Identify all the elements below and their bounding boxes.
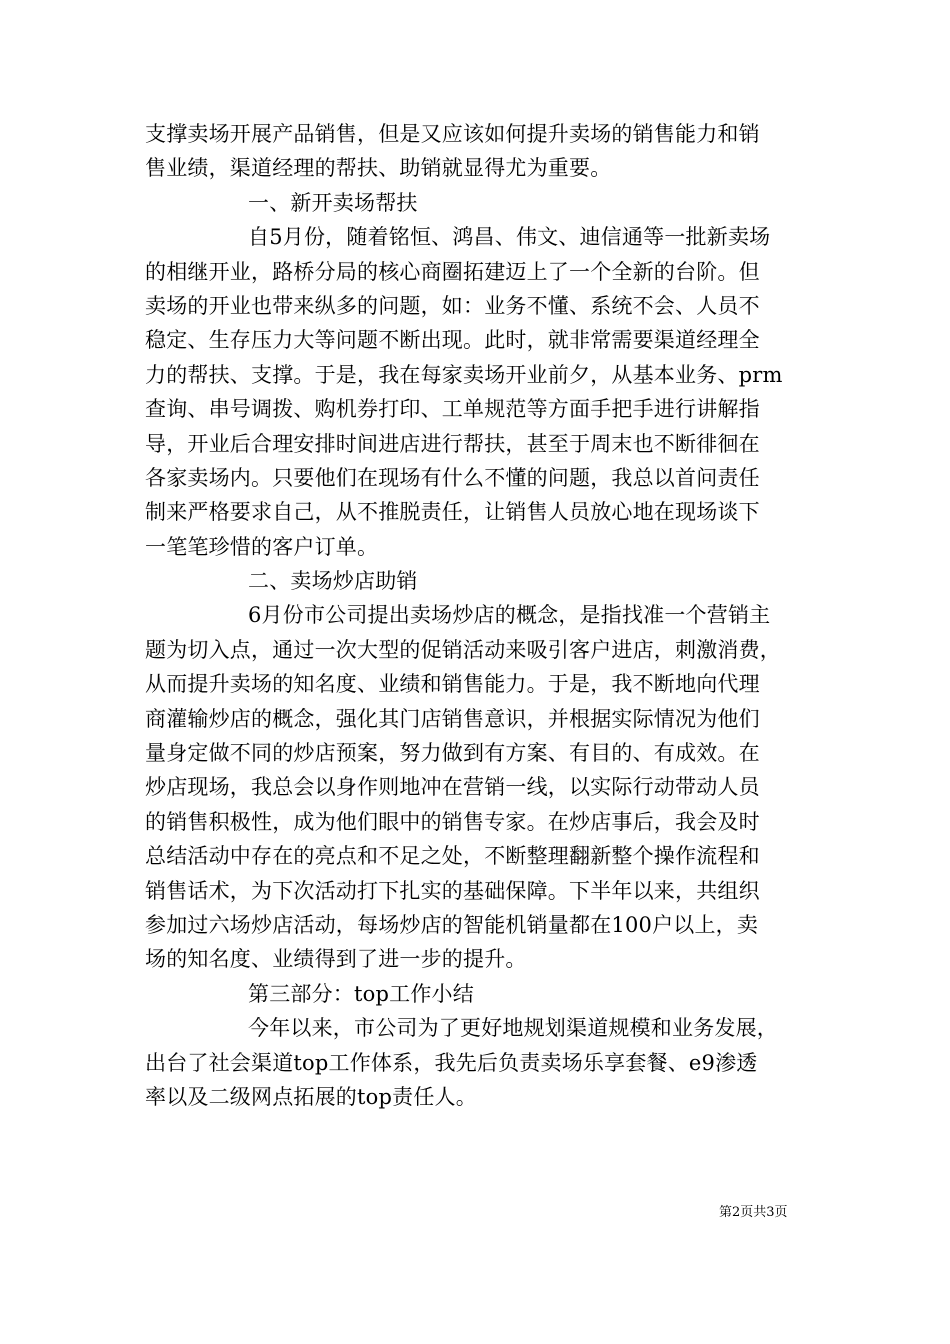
text-line: 卖场的开业也带来纵多的问题，如：业务不懂、系统不会、人员不 (145, 293, 760, 318)
text-line: 场的知名度、业绩得到了进一步的提升。 (145, 947, 527, 972)
text-line: 参加过六场炒店活动，每场炒店的智能机销量都在100户以上，卖 (145, 912, 759, 937)
document-body (145, 117, 817, 1114)
text-line: 量身定做不同的炒店预案，努力做到有方案、有目的、有成效。在 (145, 741, 760, 766)
text-line: 力的帮扶、支撑。于是，我在每家卖场开业前夕，从基本业务、prm (145, 362, 783, 387)
text-line: 总结活动中存在的亮点和不足之处，不断整理翻新整个操作流程和 (145, 844, 760, 869)
page-number: 第2页共3页 (719, 1205, 788, 1220)
section-heading: 第三部分：top工作小结 (248, 981, 474, 1006)
section-heading: 二、卖场炒店助销 (248, 569, 418, 594)
text-line: 各家卖场内。只要他们在现场有什么不懂的问题，我总以首问责任 (145, 465, 760, 490)
text-line: 销售话术，为下次活动打下扎实的基础保障。下半年以来，共组织 (145, 878, 760, 903)
text-line: 的销售积极性，成为他们眼中的销售专家。在炒店事后，我会及时 (145, 809, 760, 834)
text-line: 查询、串号调拨、购机券打印、工单规范等方面手把手进行讲解指 (145, 397, 760, 422)
text-line: 从而提升卖场的知名度、业绩和销售能力。于是，我不断地向代理 (145, 672, 760, 697)
text-line: 一笔笔珍惜的客户订单。 (145, 534, 379, 559)
section-heading: 一、新开卖场帮扶 (248, 190, 418, 215)
text-line: 自5月份，随着铭恒、鸿昌、伟文、迪信通等一批新卖场 (248, 225, 771, 250)
text-line: 今年以来，市公司为了更好地规划渠道规模和业务发展， (248, 1016, 778, 1041)
text-line: 炒店现场，我总会以身作则地冲在营销一线，以实际行动带动人员 (145, 775, 760, 800)
text-line: 6月份市公司提出卖场炒店的概念，是指找准一个营销主 (248, 603, 771, 628)
text-line: 率以及二级网点拓展的top责任人。 (145, 1084, 477, 1109)
text-line: 导，开业后合理安排时间进店进行帮扶，甚至于周末也不断徘徊在 (145, 431, 760, 456)
text-line: 稳定、生存压力大等问题不断出现。此时，就非常需要渠道经理全 (145, 328, 760, 353)
text-line: 支撑卖场开展产品销售，但是又应该如何提升卖场的销售能力和销 (145, 122, 760, 146)
text-line: 售业绩，渠道经理的帮扶、助销就显得尤为重要。 (145, 156, 612, 181)
text-line: 商灌输炒店的概念，强化其门店销售意识，并根据实际情况为他们 (145, 706, 760, 731)
text-line: 的相继开业，路桥分局的核心商圈拓建迈上了一个全新的台阶。但 (145, 259, 760, 284)
text-line: 题为切入点，通过一次大型的促销活动来吸引客户进店，刺激消费， (145, 637, 781, 662)
text-line: 出台了社会渠道top工作体系，我先后负责卖场乐享套餐、e9渗透 (145, 1050, 758, 1075)
text-line: 制来严格要求自己，从不推脱责任，让销售人员放心地在现场谈下 (145, 500, 760, 525)
